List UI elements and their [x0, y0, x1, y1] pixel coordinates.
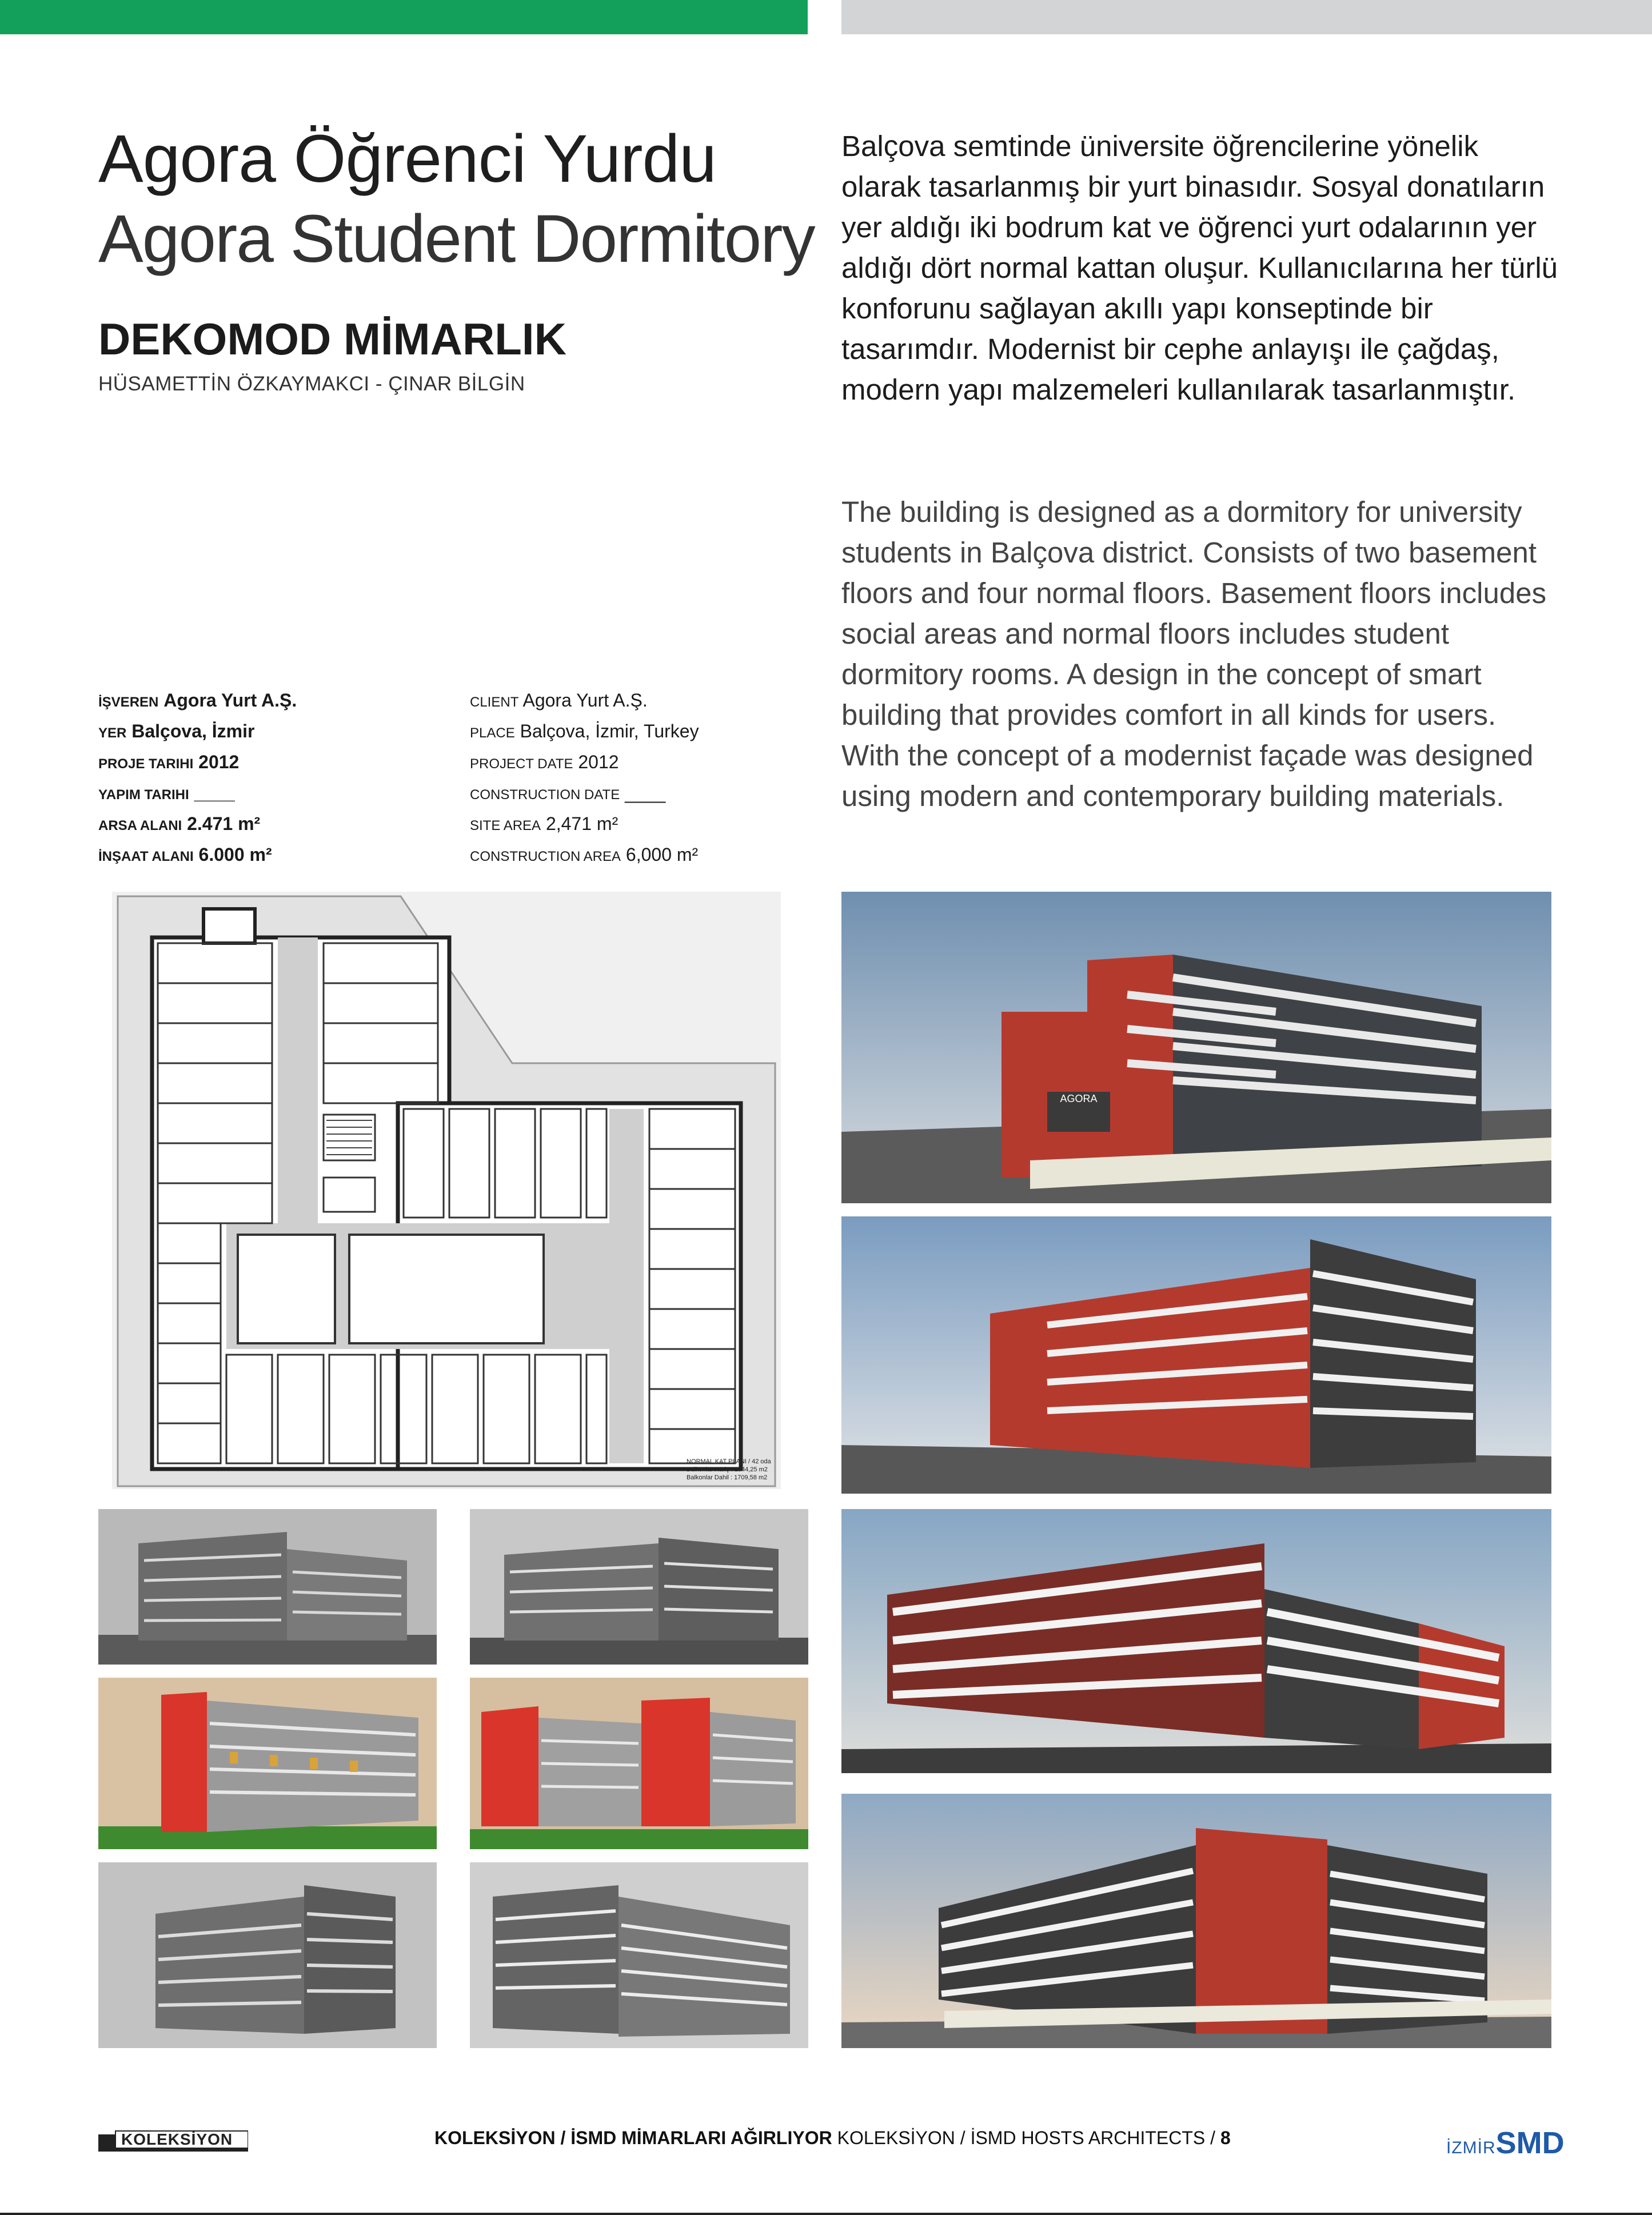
title-turkish: Agora Öğrenci Yurdu	[98, 121, 716, 197]
building-sign: AGORA	[1060, 1093, 1098, 1104]
logo-small-text: İZMİR	[1446, 2138, 1496, 2157]
info-row: CLIENT Agora Yurt A.Ş.	[470, 690, 648, 711]
info-row: CONSTRUCTION DATE ____	[470, 783, 666, 803]
title-english: Agora Student Dormitory	[98, 201, 815, 277]
page-bottom-rule	[0, 2213, 1652, 2215]
model-render-grey-3	[98, 1862, 437, 2048]
info-row: SITE AREA 2,471 m²	[470, 813, 618, 834]
info-row: YAPIM TARIHI ____	[98, 783, 235, 803]
logo-big-text: SMD	[1495, 2126, 1565, 2160]
info-row: CONSTRUCTION AREA 6,000 m²	[470, 844, 699, 865]
footer-normal-text: KOLEKSİYON / İSMD HOSTS ARCHITECTS /	[837, 2128, 1216, 2148]
model-render-color-2	[470, 1678, 808, 1849]
footer-bold-text: KOLEKSİYON / İSMD MİMARLARI AĞIRLIYOR	[434, 2128, 832, 2148]
plan-caption: Balkonlar Dahil : 1709,58 m2	[687, 1474, 768, 1481]
plan-caption: Balkonlar Hariç : 1544,25 m2	[687, 1466, 768, 1473]
info-row: PROJECT DATE 2012	[470, 752, 619, 772]
model-render-grey-1	[98, 1509, 437, 1665]
description-turkish: Balçova semtinde üniversite öğrencilerine yönelik olarak tasarlanmış bir yurt binasıdır. Sosyal donatıların yer aldığı iki bodrum kat ve öğrenci yurt odalarının yer aldığı dört normal kattan oluşur. Kullanıcılarına her türlü konforunu sağlayan akıllı yapı konseptinde bir tasarımdır. Modernist bir cephe anlayışı ile çağdaş, modern yapı malzemeleri kullanılarak tasarlanmıştır.	[841, 130, 1558, 406]
model-render-grey-4	[470, 1862, 808, 2048]
info-row: YER Balçova, İzmir	[98, 721, 255, 741]
info-row: PLACE Balçova, İzmir, Turkey	[470, 721, 699, 741]
info-row: PROJE TARIHI 2012	[98, 752, 240, 772]
render-photo-3	[841, 1509, 1551, 1773]
koleksiyon-logo	[98, 2126, 248, 2158]
project-info-english	[470, 686, 699, 871]
info-row: ARSA ALANI 2.471 m²	[98, 813, 261, 834]
description-english: The building is designed as a dormitory for university students in Balçova district. Consists of two basement floors and four normal floors. Basement floors includes social areas and normal floors includes student dormitory rooms. A design in the concept of smart building that provides comfort in all kinds for users. With the concept of a modernist façade was designed using modern and contemporary building materials.	[841, 496, 1547, 812]
izmir-smd-logo	[1446, 2125, 1565, 2161]
architect-firm: DEKOMOD MİMARLIK	[98, 314, 566, 364]
page-number: 8	[1220, 2128, 1231, 2148]
model-render-color-1	[98, 1678, 437, 1849]
render-photo-4	[841, 1794, 1551, 2048]
render-photo-2	[841, 1216, 1551, 1494]
info-row: İŞVEREN Agora Yurt A.Ş.	[98, 690, 297, 711]
architect-names: HÜSAMETTİN ÖZKAYMAKCI - ÇINAR BİLGİN	[98, 373, 525, 395]
model-render-grey-2	[470, 1509, 808, 1665]
top-accent-bar	[0, 0, 808, 34]
info-row: İNŞAAT ALANI 6.000 m²	[98, 844, 272, 865]
render-photo-1	[841, 892, 1551, 1203]
project-info-turkish	[98, 686, 297, 871]
footer-credit	[434, 2128, 1231, 2149]
floor-plan-drawing	[112, 892, 781, 1489]
koleksiyon-logo-text: KOLEKSİYON	[121, 2130, 233, 2148]
plan-caption: NORMAL KAT PLANI / 42 oda	[687, 1458, 771, 1465]
top-grey-bar	[841, 0, 1652, 34]
